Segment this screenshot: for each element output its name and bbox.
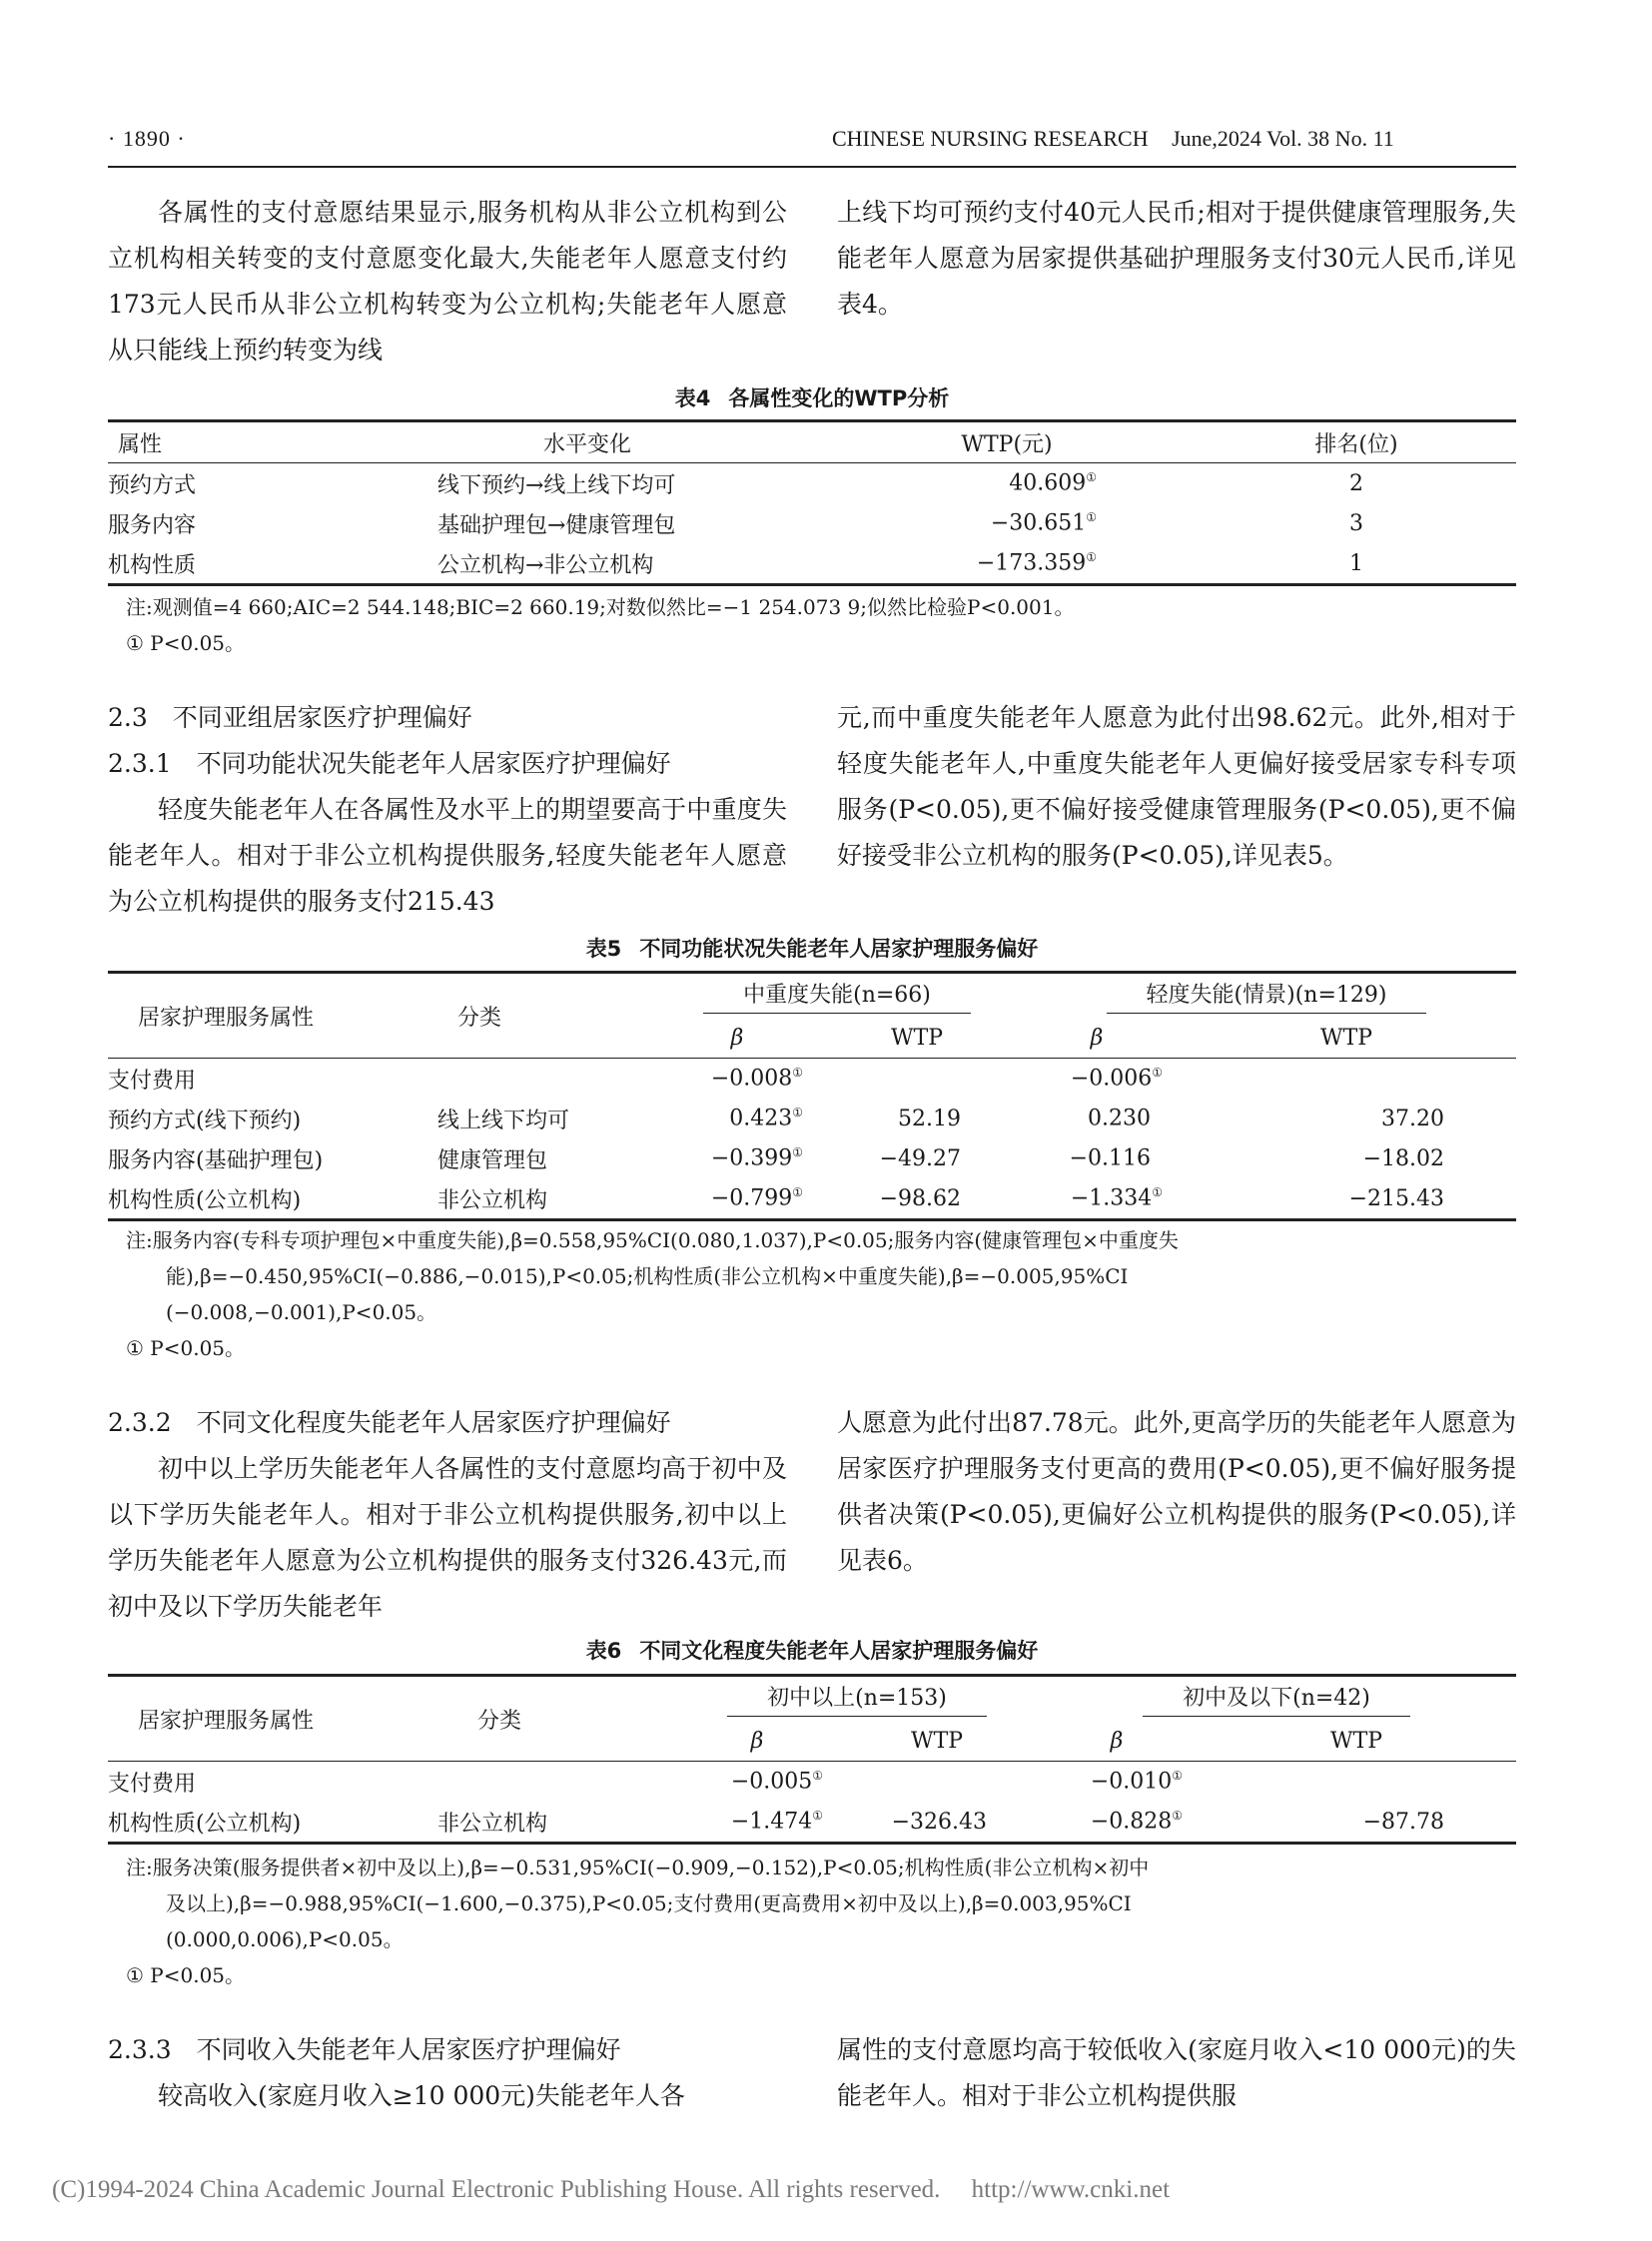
group2-label: 初中及以下(n=42) — [1143, 1681, 1410, 1717]
table5-beta — [1017, 1099, 1177, 1138]
beta-value: −0.005 — [730, 1769, 813, 1795]
section-2-3-3-left-text: 较高收入(家庭月收入≥10 000元)失能老年人各 — [158, 2081, 685, 2110]
table4-attr: 预约方式 — [108, 472, 197, 498]
section-2-3-3-right — [837, 2027, 1516, 2119]
group2-label: 轻度失能(情景)(n=129) — [1107, 978, 1427, 1014]
table5-beta — [657, 1059, 817, 1100]
beta-value: 0.423 — [729, 1106, 793, 1131]
section-heading-2-3-1: 2.3.1 不同功能状况失能老年人居家医疗护理偏好 — [108, 749, 671, 778]
table-row — [108, 1178, 1516, 1220]
table6-cat: 非公立机构 — [437, 1811, 548, 1837]
table4-wtp — [817, 463, 1197, 504]
table6-wtp-1: WTP — [910, 1728, 964, 1754]
table6-attr: 支付费用 — [108, 1771, 197, 1797]
section-2-3-3-right-text: 属性的支付意愿均高于较低收入(家庭月收入<10 000元)的失能老年人。相对于非公立机构提供服 — [837, 2035, 1516, 2110]
table5 — [108, 971, 1516, 1221]
table-row — [108, 463, 1516, 504]
table5-wtp: −98.62 — [879, 1185, 961, 1211]
wtp-value: −30.651 — [990, 510, 1087, 536]
beta-label: β — [750, 1728, 764, 1754]
table4-rank: 2 — [1349, 470, 1363, 496]
table6-group2-header — [1037, 1676, 1516, 1722]
table6-wtp: −87.78 — [1362, 1809, 1444, 1835]
table5-wtp: −49.27 — [879, 1145, 961, 1171]
table4-rank: 1 — [1349, 550, 1363, 576]
table4-title: 各属性变化的WTP分析 — [728, 386, 950, 410]
significance-mark: ① — [1172, 1809, 1183, 1824]
table5-attr: 支付费用 — [108, 1068, 197, 1094]
table5-wtp — [1177, 1059, 1516, 1100]
significance-mark: ① — [812, 1809, 823, 1824]
table4-header-wtp: WTP(元) — [961, 431, 1053, 457]
table5-cat: 健康管理包 — [437, 1147, 548, 1173]
table4-change: 基础护理包→健康管理包 — [437, 512, 676, 538]
table5-attr: 服务内容(基础护理包) — [108, 1147, 324, 1173]
table5-header-cat: 分类 — [437, 973, 657, 1059]
table5-caption — [108, 933, 1516, 963]
section-2-3-2-right-text: 人愿意为此付出87.78元。此外,更高学历的失能老年人愿意为居家医疗护理服务支付更高的费用(P<0.05),更不偏好服务提供者决策(P<0.05),更偏好公立机构提供的服务(P<0.05),详见表6。 — [837, 1408, 1516, 1575]
beta-value: 0.230 — [1088, 1106, 1151, 1131]
table6-beta-1 — [677, 1721, 837, 1762]
table6-cat — [437, 1762, 677, 1803]
table4-header-change: 水平变化 — [542, 431, 631, 457]
journal-name: CHINESE NURSING RESEARCH — [832, 126, 1149, 151]
table5-wtp-2: WTP — [1319, 1025, 1373, 1051]
significance-mark: ① — [792, 1066, 803, 1081]
table-row — [108, 503, 1516, 543]
table5-wtp — [817, 1059, 1017, 1100]
wtp-value: −173.359 — [976, 550, 1087, 576]
table-row — [108, 543, 1516, 585]
beta-value: −0.010 — [1090, 1769, 1173, 1795]
table6-beta — [1037, 1762, 1197, 1803]
beta-value: −0.006 — [1070, 1066, 1153, 1092]
table6-beta — [677, 1802, 837, 1844]
para1-left — [108, 190, 787, 374]
section-2-3-right — [837, 695, 1516, 879]
section-2-3-2-right — [837, 1400, 1516, 1584]
table5-header-attr: 居家护理服务属性 — [108, 973, 437, 1059]
table4-change: 公立机构→非公立机构 — [437, 552, 654, 578]
table5-cat — [437, 1059, 657, 1100]
beta-value: −1.334 — [1070, 1185, 1153, 1211]
table6-beta — [677, 1762, 837, 1803]
table6-header-cat: 分类 — [437, 1676, 677, 1762]
table6-wtp — [1197, 1762, 1516, 1803]
table5-cat: 非公立机构 — [437, 1187, 548, 1213]
section-2-3-1-right-text: 元,而中重度失能老年人愿意为此付出98.62元。此外,相对于轻度失能老年人,中重度失能老年人更偏好接受居家专科专项服务(P<0.05),更不偏好接受健康管理服务(P<0.05),更不偏好接受非公立机构的服务(P<0.05),详见表5。 — [837, 703, 1516, 870]
beta-value: −1.474 — [730, 1809, 813, 1835]
table6-header-row-1 — [108, 1676, 1516, 1722]
table6 — [108, 1674, 1516, 1845]
significance-mark: ① — [1086, 470, 1097, 485]
section-2-3-2-left — [108, 1400, 787, 1630]
table6-note-line: (0.000,0.006),P<0.05。 — [166, 1927, 404, 1951]
beta-value: −0.799 — [710, 1185, 793, 1211]
table5-wtp: 37.20 — [1381, 1106, 1444, 1131]
significance-mark: ① — [792, 1185, 803, 1200]
table6-beta-2 — [1037, 1721, 1197, 1762]
table5-attr: 预约方式(线下预约) — [108, 1108, 302, 1133]
para1-left-text: 各属性的支付意愿结果显示,服务机构从非公立机构到公立机构相关转变的支付意愿变化最大,失能老年人愿意支付约173元人民币从非公立机构转变为公立机构;失能老年人愿意从只能线上预约转变为线 — [108, 198, 787, 365]
table4-caption — [108, 382, 1516, 412]
table4-note — [126, 589, 1516, 661]
table4-wtp — [817, 543, 1197, 585]
table4-wtp — [817, 503, 1197, 543]
group1-label: 中重度失能(n=66) — [703, 978, 971, 1014]
table4 — [108, 419, 1516, 586]
section-heading-2-3-2: 2.3.2 不同文化程度失能老年人居家医疗护理偏好 — [108, 1408, 671, 1437]
copyright-footer: (C)1994-2024 China Academic Journal Electronic Publishing House. All rights reserved. http://www.cnki.net — [52, 2176, 1171, 2203]
table5-beta — [1017, 1138, 1177, 1178]
section-heading-2-3-3: 2.3.3 不同收入失能老年人居家医疗护理偏好 — [108, 2035, 621, 2064]
table5-group2-header — [1017, 973, 1516, 1019]
table5-wtp: −18.02 — [1362, 1145, 1444, 1171]
table5-attr: 机构性质(公立机构) — [108, 1187, 302, 1213]
table6-caption — [108, 1635, 1516, 1665]
significance-mark: ① — [1152, 1066, 1163, 1081]
table5-beta — [1017, 1178, 1177, 1220]
beta-label: β — [1090, 1025, 1104, 1051]
table5-cat: 线上线下均可 — [437, 1108, 570, 1133]
table6-beta — [1037, 1802, 1197, 1844]
page-number: · 1890 · — [108, 126, 186, 151]
beta-value: −0.116 — [1069, 1145, 1151, 1171]
table-row — [108, 1762, 1516, 1803]
table4-footnote: ① P<0.05。 — [126, 631, 246, 655]
table5-beta — [1017, 1059, 1177, 1100]
section-2-3-1-left-text: 轻度失能老年人在各属性及水平上的期望要高于中重度失能老年人。相对于非公立机构提供服务,轻度失能老年人愿意为公立机构提供的服务支付215.43 — [108, 795, 787, 916]
table5-note — [126, 1222, 1516, 1366]
para1-right-text: 上线下均可预约支付40元人民币;相对于提供健康管理服务,失能老年人愿意为居家提供基础护理服务支付30元人民币,详见表4。 — [837, 198, 1516, 319]
beta-value: −0.399 — [710, 1145, 793, 1171]
table4-header-rank: 排名(位) — [1314, 431, 1398, 457]
table5-beta — [657, 1138, 817, 1178]
significance-mark: ① — [1172, 1769, 1183, 1784]
table6-note — [126, 1850, 1516, 1993]
table-row — [108, 1802, 1516, 1844]
section-heading-2-3: 2.3 不同亚组居家医疗护理偏好 — [108, 703, 472, 732]
section-2-3-left — [108, 695, 787, 925]
table5-title: 不同功能状况失能老年人居家护理服务偏好 — [639, 937, 1039, 961]
table4-change: 线下预约→线上线下均可 — [437, 472, 676, 498]
table6-note-line: 及以上),β=−0.988,95%CI(−1.600,−0.375),P<0.05;支付费用(更高费用×初中及以上),β=0.003,95%CI — [166, 1891, 1132, 1915]
significance-mark: ① — [792, 1145, 803, 1160]
journal-running-header — [832, 126, 1394, 152]
table4-rank: 3 — [1349, 510, 1363, 536]
beta-value: −0.828 — [1090, 1809, 1173, 1835]
beta-label: β — [730, 1025, 744, 1051]
table-row — [108, 1059, 1516, 1100]
table6-wtp: −326.43 — [891, 1809, 987, 1835]
section-2-3-2-left-text: 初中以上学历失能老年人各属性的支付意愿均高于初中及以下学历失能老年人。相对于非公立机构提供服务,初中以上学历失能老年人愿意为公立机构提供的服务支付326.43元,而初中及以下学历失能老年 — [108, 1454, 787, 1621]
table6-wtp-2: WTP — [1329, 1728, 1383, 1754]
table4-header-attr: 属性 — [118, 431, 163, 457]
table5-wtp: −215.43 — [1348, 1185, 1444, 1211]
table6-group1-header — [677, 1676, 1037, 1722]
table5-footnote: ① P<0.05。 — [126, 1336, 246, 1360]
significance-mark: ① — [1086, 510, 1097, 525]
table5-beta-2 — [1017, 1018, 1177, 1059]
table4-header-row — [108, 421, 1516, 463]
significance-mark: ① — [792, 1106, 803, 1120]
wtp-value: 40.609 — [1009, 470, 1087, 496]
table6-number: 表6 — [585, 1639, 622, 1663]
table5-beta — [657, 1178, 817, 1220]
table-row — [108, 1099, 1516, 1138]
group1-label: 初中以上(n=153) — [727, 1681, 987, 1717]
table5-note-line: (−0.008,−0.001),P<0.05。 — [166, 1300, 437, 1324]
header-rule — [108, 166, 1516, 168]
table5-header-row-1 — [108, 973, 1516, 1019]
table6-attr: 机构性质(公立机构) — [108, 1811, 302, 1837]
table6-note-line: 注:服务决策(服务提供者×初中及以上),β=−0.531,95%CI(−0.909,−0.152),P<0.05;机构性质(非公立机构×初中 — [126, 1856, 1150, 1879]
significance-mark: ① — [1152, 1185, 1163, 1200]
table4-note-text: 注:观测值=4 660;AIC=2 544.148;BIC=2 660.19;对数似然比=−1 254.073 9;似然比检验P<0.001。 — [126, 595, 1075, 619]
table6-wtp — [837, 1762, 1037, 1803]
table6-header-attr: 居家护理服务属性 — [108, 1676, 437, 1762]
table5-note-line: 能),β=−0.450,95%CI(−0.886,−0.015),P<0.05;机构性质(非公立机构×中重度失能),β=−0.005,95%CI — [166, 1264, 1129, 1288]
beta-label: β — [1110, 1728, 1124, 1754]
section-2-3-3-left — [108, 2027, 787, 2119]
table5-beta-1 — [657, 1018, 817, 1059]
table4-number: 表4 — [674, 386, 711, 410]
significance-mark: ① — [1086, 550, 1097, 565]
table5-wtp: 52.19 — [898, 1106, 961, 1131]
table6-title: 不同文化程度失能老年人居家护理服务偏好 — [639, 1639, 1039, 1663]
beta-value: −0.008 — [710, 1066, 793, 1092]
para1-right — [837, 190, 1516, 328]
table4-attr: 机构性质 — [108, 552, 197, 578]
table5-beta — [657, 1099, 817, 1138]
significance-mark: ① — [812, 1769, 823, 1784]
table-row — [108, 1138, 1516, 1178]
table5-note-line: 注:服务内容(专科专项护理包×中重度失能),β=0.558,95%CI(0.080,1.037),P<0.05;服务内容(健康管理包×中重度失 — [126, 1228, 1179, 1252]
table4-attr: 服务内容 — [108, 512, 197, 538]
table5-wtp-1: WTP — [890, 1025, 944, 1051]
table5-number: 表5 — [585, 937, 622, 961]
journal-issue: June,2024 Vol. 38 No. 11 — [1172, 126, 1394, 151]
table5-group1-header — [657, 973, 1017, 1019]
table6-footnote: ① P<0.05。 — [126, 1963, 246, 1987]
